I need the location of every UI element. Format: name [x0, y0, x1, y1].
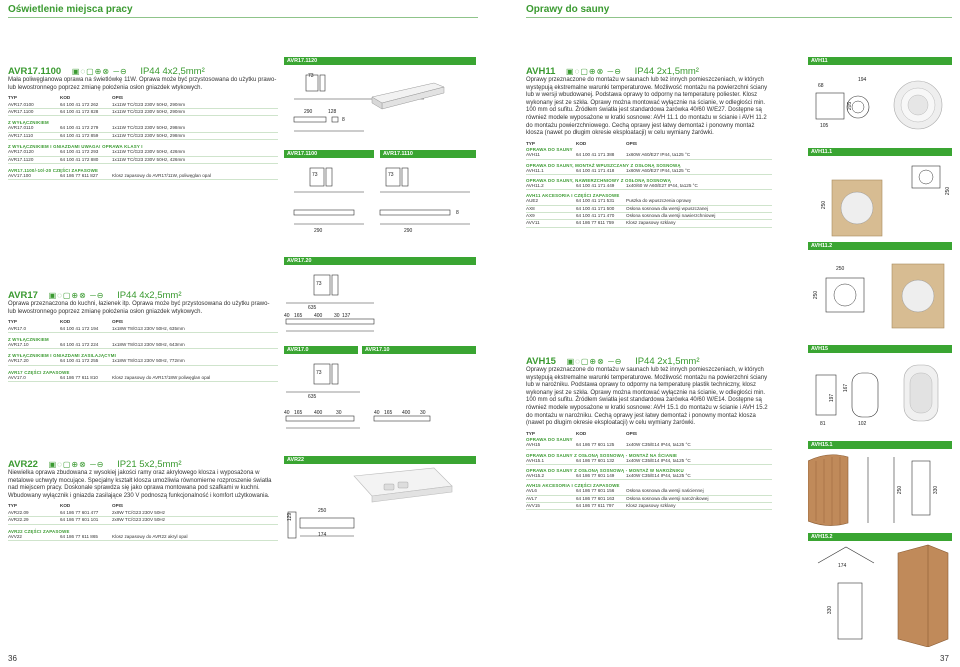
spec-table: TYP KOD OPIS AVR17.0100 64 100 41 172 262 1x11W TC/G23 230V 50Hz, 290mm AVR17.1100 64 100 41 172 828 1x11W TC/G23 230V 50Hz, 290mm Z WYŁĄCZNIKIEM AVR17.0110 64 100 41 172 279 1x11W TC/G23 230V 50Hz, 298mm AVR17.1110 64 100 41 172 859 1x11W TC/G23 230V 50Hz, 298mm Z WYŁĄCZNIKIEM I GNIAZDAMI UWAGA! OPRAWA KLASY I AVR17.0120 64 100 41 172 293 1x11W TC/G23 230V 50Hz, 426mm AVR17.1120 64 100 41 172 880 1x11W TC/G23 230V 50Hz, 426mm AVR17.1100/-10/-20 CZĘŚCI ZAPASOWE AVV17.100 64 186 77 611 827 Klosz zapasowy do AVR17/11W, poliwęglan opal [8, 95, 278, 180]
figure-label: AVH15 [808, 345, 952, 353]
avh11-2-drawing: 250 250 [808, 252, 952, 340]
certification-icons: ▣◌▢⊕⊗ ─⊖ [566, 357, 623, 366]
product-photo [354, 468, 452, 502]
avr17-section [8, 290, 278, 382]
table-row: AVR17.0120 64 100 41 172 293 1x11W TC/G23 230V 50Hz, 426mm [8, 149, 278, 156]
figure-label: AVR22 [284, 456, 476, 464]
right-header-rule [526, 17, 952, 18]
table-row: AVL7 64 186 77 601 163 Osłona sosnowa dla wersji narożnikowej [526, 496, 772, 503]
ip-rating: IP21 5x2,5mm² [117, 459, 182, 470]
figure-label: AVR17.20 [284, 257, 476, 265]
product-description: Oprawy przeznaczone do montażu w saunach lub też innych pomieszczeniach, w których występują ekstremalne warunki temperaturowe. Możliwość montażu na powierzchni ściany lub w wersji wbudowanej. Podstawa oprawy to odporny na temperaturę poliester. Klosz wykonany jest ze szkła. Oprawy można montować wyłącznie na ścianie, w odległości min. 100 mm od sufitu. Źródłem światła jest standardowa żarówka 40/60 W/E27. Dostępne są również modele wyposażone w kratki sosnowe: AVH 11.1 do montażu w ścianie i AVH 11.2 do montażu powierzchniowego. Cechą oprawy jest łatwy demontaż i ponowny montaż klosza (nawet po długim okresie eksploatacji) w celu wymiany żarówki. [526, 77, 768, 137]
product-photo [904, 365, 938, 421]
section-label: OPRAWA DO SAUNY, MONTAŻ WPUSZCZANY Z OSŁONĄ SOSNOWĄ [526, 162, 681, 168]
ip-rating: IP44 4x2,5mm² [140, 66, 205, 77]
table-row: AVH11.2 64 100 41 171 449 1x40/60 W A60/E27 IP44, ta125 °C [526, 183, 772, 190]
avh15-drawing: 197 167 81 102 [808, 355, 952, 435]
table-row: AVH15 64 186 77 601 125 1x40W C35/E14 IP44, ta125 °C [526, 442, 772, 449]
certification-icons: ▣◌▢⊕⊗ ─⊖ [71, 67, 128, 76]
table-row: AX9 64 100 41 171 470 Osłona sosnowa dla wersji nawierzchniowej [526, 213, 772, 220]
table-row: AVV15 64 186 77 611 797 Klosz zapasowy szklany [526, 503, 772, 510]
section-label: AVR17 CZĘŚCI ZAPASOWE [8, 369, 70, 375]
section-label: Z WYŁĄCZNIKIEM [8, 336, 49, 342]
left-page-header: Oświetlenie miejsca pracy [8, 4, 133, 15]
product-photo [894, 81, 942, 129]
certification-icons: ▣◌▢⊕⊗ ─⊖ [48, 291, 105, 300]
figure-label: AVH11.2 [808, 242, 952, 250]
table-row: AUE2 64 100 41 171 531 Puszka do wpuszczenia oprawy [526, 198, 772, 205]
section-label: AVH15 AKCESORIA I CZĘŚCI ZAPASOWE [526, 483, 620, 489]
page-number-right: 37 [940, 654, 949, 663]
avr17-20-drawing: 73 635 40 165 400 30 137 [284, 267, 476, 339]
table-row: AVR17.0110 64 100 41 172 279 1x11W TC/G23 230V 50Hz, 298mm [8, 125, 278, 132]
avr22-drawing: 250 174 129 [284, 466, 476, 546]
product-description: Oprawa przeznaczona do kuchni, łazienek itp. Oprawa może być przystosowana do użytku prawo- lub lewostronnego poprzez zmianę położenia osłon gniazdek wtykowych. [8, 301, 270, 315]
product-code: AVR22 [8, 459, 38, 470]
table-row: AVV17.0 64 186 77 611 810 Klosz zapasowy do AVR17/18W poliwęglan opal [8, 375, 278, 382]
table-row: AVR17.1110 64 100 41 172 859 1x11W TC/G23 230V 50Hz, 298mm [8, 133, 278, 140]
product-description: Oprawy przeznaczone do montażu w saunach lub też innych pomieszczeniach, w których występują ekstremalne warunki temperaturowe. Możliwość montażu na powierzchni ściany lub w narożniku. Podstawa oprawy to odporny na temperaturę plastik techniczny, klosz wykonany jest ze szkła. Oprawy można montować wyłącznie na ścianie, w odległości min. 100 mm od sufitu. Źródłem światła jest standardowa żarówka 40/60 W/E14. Dostępne są również modele wyposażone w kratki sosnowe: AVH 15.1 do montażu w ścianie i AVH 15.2 do montażu w narożniku. Cechą oprawy jest łatwy demontaż i ponowny montaż klosza (nawet po długim okresie eksploatacji) w celu wymiany żarówki. [526, 367, 768, 427]
certification-icons: ▣◌▢⊕⊗ ─⊖ [48, 460, 105, 469]
right-page-header: Oprawy do sauny [526, 4, 610, 15]
avr17-1120-drawing: 73 290 128 8 [284, 67, 476, 145]
figure-label: AVR17.0 [284, 346, 358, 354]
product-code: AVR17 [8, 290, 38, 301]
section-label: Z WYŁĄCZNIKIEM [8, 120, 49, 126]
table-row: AVR17.0100 64 100 41 172 262 1x11W TC/G23 230V 50Hz, 290mm [8, 102, 278, 109]
avr17-0-drawings: 73 635 40 165 400 30 40 165 400 30 [284, 356, 476, 452]
section-label: Z WYŁĄCZNIKIEM I GNIAZDAMI ZASILAJĄCYMI [8, 353, 117, 359]
figure-label: AVR17.1110 [380, 150, 476, 158]
table-row: AVH11.1 64 100 41 171 418 1x60W A60/E27 IP44, ta125 °C [526, 168, 772, 175]
avr22-section [8, 459, 278, 541]
product-code: AVH15 [526, 356, 556, 367]
product-photo [808, 455, 848, 526]
section-label: OPRAWA DO SAUNY [526, 437, 573, 443]
section-label: AVH11 AKCESORIA I CZĘŚCI ZAPASOWE [526, 193, 620, 199]
table-row: AVL6 64 186 77 601 156 Osłona sosnowa dla wersji naściennej [526, 488, 772, 495]
spec-table: TYP KOD OPIS AVR22.09 64 186 77 601 477 2x9W TC/G23 230V 50Hz AVR22.29 64 186 77 601 101 2x9W TC/G23 230V 50Hz AVR22 CZĘŚCI ZAPASOWE AVV22 64 186 77 611 865 Klosz zapasowy do AVR22 akryl opal [8, 503, 278, 541]
product-photo [832, 180, 882, 236]
table-row: AVH11 64 100 41 171 388 1x60W A60/E27 IP44, ta125 °C [526, 152, 772, 159]
figure-label: AVR17.1100 [284, 150, 374, 158]
section-label: AVR17.1100/-10/-20 CZĘŚCI ZAPASOWE [8, 167, 99, 173]
figure-label: AVR17.10 [362, 346, 476, 354]
table-row: AX8 64 100 41 171 500 Osłona sosnowa dla wersji wpuszczanej [526, 206, 772, 213]
product-photo [372, 83, 444, 109]
figure-label: AVH11 [808, 57, 952, 65]
table-row: AVV11 64 186 77 611 759 Klosz zapasowy szklany [526, 220, 772, 227]
figure-label: AVH11.1 [808, 148, 952, 156]
product-code: AVH11 [526, 66, 556, 77]
ip-rating: IP44 4x2,5mm² [117, 290, 182, 301]
spec-table: TYP KOD OPIS AVR17.0 64 100 41 172 194 1x18W T8/G13 230V 50Hz, 635mm Z WYŁĄCZNIKIEM AVR17.10 64 100 41 172 224 1x18W T8/G13 230V 50Hz, 643mm Z WYŁĄCZNIKIEM I GNIAZDAMI ZASILAJĄCYMI AVR17.20 64 100 41 172 255 1x18W T8/G13 230V 50Hz, 772mm AVR17 CZĘŚCI ZAPASOWE AVV17.0 64 186 77 611 810 Klosz zapasowy do AVR17/18W poliwęglan opal [8, 319, 278, 382]
certification-icons: ▣◌▢⊕⊗ ─⊖ [566, 67, 622, 76]
table-row: AVR22.09 64 186 77 601 477 2x9W TC/G23 230V 50Hz [8, 510, 278, 517]
table-row: AVR22.29 64 186 77 601 101 2x9W TC/G23 230V 50Hz [8, 517, 278, 524]
table-row: AVR17.1100 64 100 41 172 828 1x11W TC/G23 230V 50Hz, 290mm [8, 109, 278, 116]
table-row: AVH15.1 64 186 77 601 132 1x40W C35/E14 IP44, ta125 °C [526, 458, 772, 465]
product-code: AVR17.1100 [8, 66, 62, 77]
spec-table: TYP KOD OPIS OPRAWA DO SAUNY AVH15 64 186 77 601 125 1x40W C35/E14 IP44, ta125 °C OPRAWA DO SAUNY Z OSŁONĄ SOSNOWĄ - MONTAŻ NA ŚCIANIE AVH15.1 64 186 77 601 132 1x40W C35/E14 IP44, ta125 °C OPRAWA DO SAUNY Z OSŁONĄ SOSNOWĄ - MONTAŻ W NAROŻNIKU AVH15.2 64 186 77 601 149 1x40W C35/E14 IP44, ta125 °C AVH15 AKCESORIA I CZĘŚCI ZAPASOWE AVL6 64 186 77 601 156 Osłona sosnowa dla wersji naściennej AVL7 64 186 77 601 163 Osłona sosnowa dla wersji narożnikowej AVV15 64 186 77 611 797 Klosz zapasowy szklany [526, 431, 772, 511]
ip-rating: IP44 2x1,5mm² [635, 356, 700, 367]
product-description: Niewielka oprawa zbudowana z wysokiej jakości ramy oraz akrylowego klosza i wyposażona w metalowe uchwyty mocujące. Specjalny kształt klosza umożliwia równomierne rozproszenie światła nad miejscem pracy. Doskonale sprawdza się jako oprawa montowana pod szafkami w kuchni. Wbudowany wyłącznik i gniazda zasilające 230 V podnoszą funkcjonalność i komfort użytkowania. [8, 470, 272, 499]
left-header-rule [8, 17, 478, 18]
avh11-drawing: 68 194 105 205 [808, 67, 952, 145]
avr17-1100-drawings: 73 290 73 290 8 [284, 160, 476, 250]
avh11-section [526, 66, 772, 228]
page-number-left: 36 [8, 654, 17, 663]
table-row: AVR17.10 64 100 41 172 224 1x18W T8/G13 230V 50Hz, 643mm [8, 342, 278, 349]
table-row: AVH15.2 64 186 77 601 149 1x40W C35/E14 IP44, ta125 °C [526, 473, 772, 480]
section-label: OPRAWA DO SAUNY Z OSŁONĄ SOSNOWĄ - MONTAŻ NA ŚCIANIE [526, 452, 678, 458]
section-label: OPRAWA DO SAUNY Z OSŁONĄ SOSNOWĄ - MONTAŻ W NAROŻNIKU [526, 467, 684, 473]
spec-table: TYP KOD OPIS OPRAWA DO SAUNY AVH11 64 100 41 171 388 1x60W A60/E27 IP44, ta125 °C OPRAWA DO SAUNY, MONTAŻ WPUSZCZANY Z OSŁONĄ SOSNOWĄ AVH11.1 64 100 41 171 418 1x60W A60/E27 IP44, ta125 °C OPRAWA DO SAUNY, NAWIERZCHNIOWY Z OSŁONĄ SOSNOWĄ AVH11.2 64 100 41 171 449 1x40/60 W A60/E27 IP44, ta125 °C AVH11 AKCESORIA I CZĘŚCI ZAPASOWE AUE2 64 100 41 171 531 Puszka do wpuszczenia oprawy AX8 64 100 41 171 500 Osłona sosnowa dla wersji wpuszczanej AX9 64 100 41 171 470 Osłona sosnowa dla wersji nawierzchniowej AVV11 64 186 77 611 759 Klosz zapasowy szklany [526, 141, 772, 228]
section-label: AVR22 CZĘŚCI ZAPASOWE [8, 528, 70, 534]
section-label: Z WYŁĄCZNIKIEM I GNIAZDAMI UWAGA! OPRAWA KLASY I [8, 144, 143, 150]
figure-label: AVH15.2 [808, 533, 952, 541]
section-label: OPRAWA DO SAUNY, NAWIERZCHNIOWY Z OSŁONĄ SOSNOWĄ [526, 177, 671, 183]
table-row: AVR17.20 64 100 41 172 255 1x18W T8/G13 230V 50Hz, 772mm [8, 358, 278, 365]
table-row: AVR17.0 64 100 41 172 194 1x18W T8/G13 230V 50Hz, 635mm [8, 326, 278, 333]
avr17-1100-section [8, 66, 278, 180]
ip-rating: IP44 2x1,5mm² [634, 66, 699, 77]
avh11-1-drawing: 250 250 [808, 158, 952, 240]
section-label: OPRAWA DO SAUNY [526, 147, 573, 153]
avh15-1-drawing: 250 330 [808, 451, 952, 529]
table-row: AVV22 64 186 77 611 865 Klosz zapasowy do AVR22 akryl opal [8, 534, 278, 541]
table-row: AVV17.100 64 186 77 611 827 Klosz zapasowy do AVR17/11W, poliwęglan opal [8, 173, 278, 180]
product-photo [892, 264, 944, 328]
avh15-section [526, 356, 772, 510]
table-row: AVR17.1120 64 100 41 172 880 1x11W TC/G23 230V 50Hz, 426mm [8, 157, 278, 164]
figure-label: AVH15.1 [808, 441, 952, 449]
product-photo [898, 545, 948, 647]
avh15-2-drawing: 174 330 [808, 543, 952, 647]
figure-label: AVR17.1120 [284, 57, 476, 65]
product-description: Mała poliwęglanowa oprawa na świetlówkę 11W. Oprawa może być przystosowana do użytku prawo- lub lewostronnego poprzez zmianę położenia osłon gniazdek wtykowych. [8, 77, 277, 91]
